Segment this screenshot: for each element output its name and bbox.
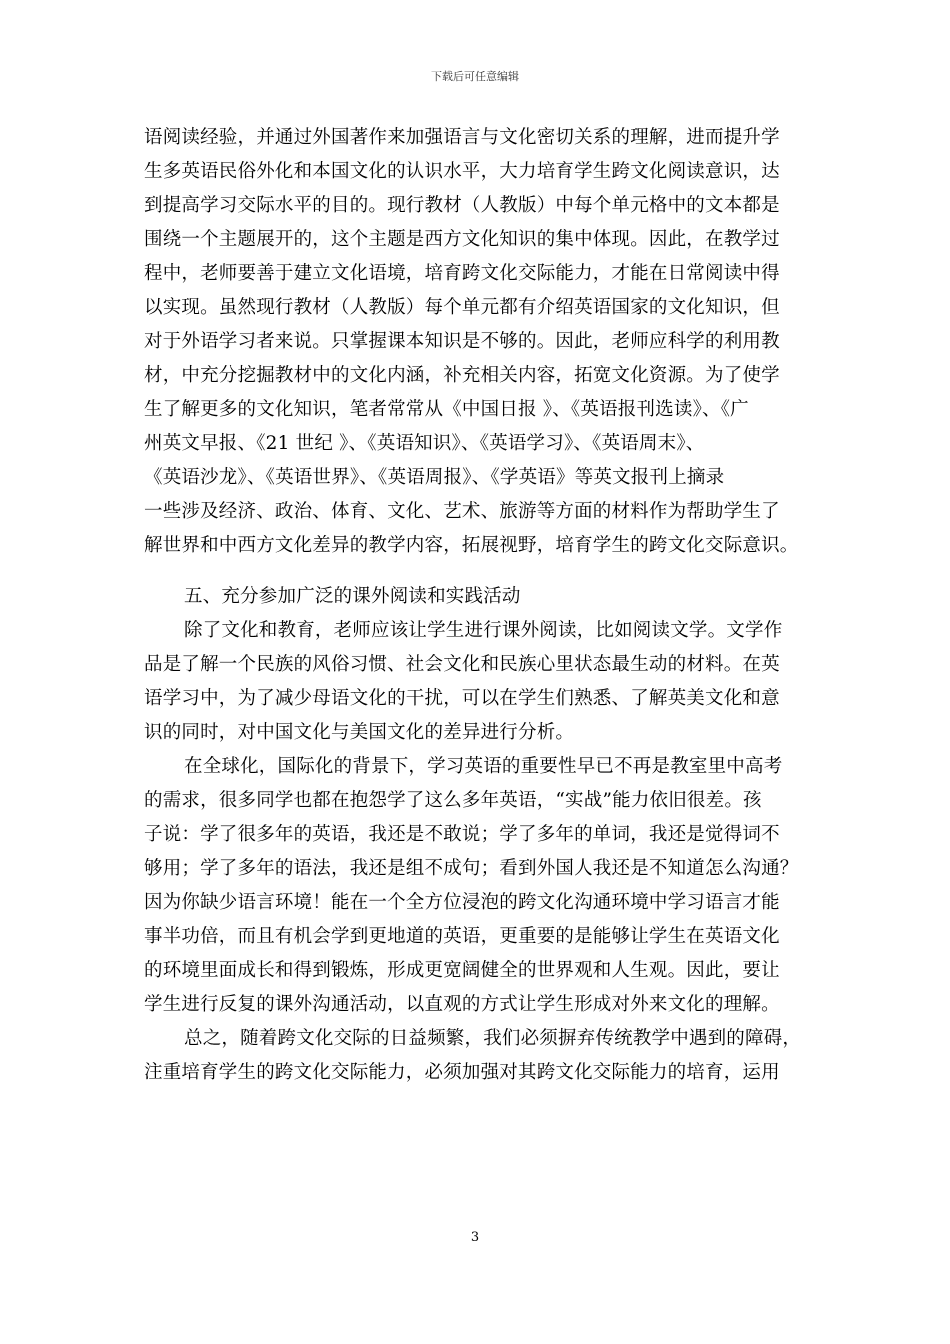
text-line: 学生进行反复的课外沟通活动，以直观的方式让学生形成对外来文化的理解。	[144, 994, 780, 1015]
text-line: 子说：学了很多年的英语，我还是不敢说；学了多年的单词，我还是觉得词不	[144, 824, 780, 845]
paragraph-continued	[144, 121, 824, 563]
paragraph-1	[144, 614, 824, 750]
text-line: 的需求，很多同学也都在抱怨学了这么多年英语，“实战”能力依旧很差。孩	[144, 790, 762, 811]
page-header: 下载后可任意编辑	[431, 70, 519, 83]
document-body	[144, 121, 824, 1090]
section-heading: 五、充分参加广泛的课外阅读和实践活动	[184, 586, 521, 607]
text-line: 材，中充分挖掘教材中的文化内涵，补充相关内容，拓宽文化资源。为了使学	[144, 365, 780, 386]
text-line: 够用；学了多年的语法，我还是组不成句；看到外国人我还是不知道怎么沟通？	[144, 858, 799, 879]
text-line: 因为你缺少语言环境！能在一个全方位浸泡的跨文化沟通环境中学习语言才能	[144, 892, 780, 913]
text-line: 在全球化，国际化的背景下，学习英语的重要性早已不再是教室里中高考	[184, 756, 783, 777]
page-number: 3	[470, 1230, 480, 1245]
text-line: 州英文早报、《21 世纪 》、《英语知识》、《英语学习》、《英语周末》、	[144, 433, 705, 454]
text-line: 到提高学习交际水平的目的。现行教材（人教版）中每个单元格中的文本都是	[144, 195, 780, 216]
text-line: 事半功倍，而且有机会学到更地道的英语，更重要的是能够让学生在英语文化	[144, 926, 780, 947]
text-line: 语学习中，为了减少母语文化的干扰，可以在学生们熟悉、了解英美文化和意	[144, 688, 780, 709]
text-line: 生了解更多的文化知识，笔者常常从《中国日报 》、《英语报刊选读》、《广	[144, 399, 749, 420]
paragraph-2	[144, 750, 824, 1022]
text-line: 程中，老师要善于建立文化语境，培育跨文化交际能力，才能在日常阅读中得	[144, 263, 780, 284]
text-line: 识的同时，对中国文化与美国文化的差异进行分析。	[144, 722, 575, 743]
text-line: 围绕一个主题展开的，这个主题是西方文化知识的集中体现。因此，在教学过	[144, 229, 780, 250]
text-line: 品是了解一个民族的风俗习惯、社会文化和民族心里状态最生动的材料。在英	[144, 654, 780, 675]
text-line: 总之，随着跨文化交际的日益频繁，我们必须摒弃传统教学中遇到的障碍，	[184, 1028, 802, 1049]
paragraph-3	[144, 1022, 824, 1090]
text-line: 对于外语学习者来说。只掌握课本知识是不够的。因此，老师应科学的利用教	[144, 331, 780, 352]
section-gap	[144, 563, 824, 580]
text-line: 解世界和中西方文化差异的教学内容，拓展视野，培育学生的跨文化交际意识。	[144, 535, 799, 556]
text-line: 一些涉及经济、政治、体育、文化、艺术、旅游等方面的材料作为帮助学生了	[144, 501, 780, 522]
text-line: 除了文化和教育，老师应该让学生进行课外阅读，比如阅读文学。文学作	[184, 620, 783, 641]
text-line: 语阅读经验，并通过外国著作来加强语言与文化密切关系的理解，进而提升学	[144, 127, 780, 148]
text-line: 生多英语民俗外化和本国文化的认识水平，大力培育学生跨文化阅读意识，达	[144, 161, 780, 182]
text-line: 以实现。虽然现行教材（人教版）每个单元都有介绍英语国家的文化知识，但	[144, 297, 780, 318]
text-line: 注重培育学生的跨文化交际能力，必须加强对其跨文化交际能力的培育，运用	[144, 1062, 780, 1083]
text-line: 《英语沙龙》、《英语世界》、《英语周报》、《学英语》等英文报刊上摘录	[144, 467, 725, 488]
text-line: 的环境里面成长和得到锻炼，形成更宽阔健全的世界观和人生观。因此，要让	[144, 960, 780, 981]
